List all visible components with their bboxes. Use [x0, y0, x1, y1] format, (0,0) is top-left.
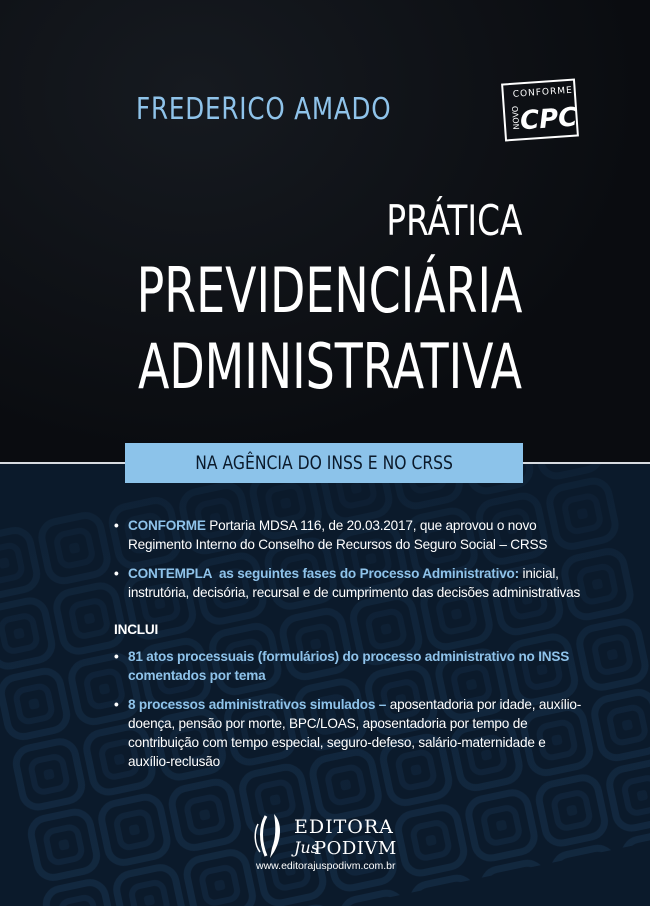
badge-main-text: CPC — [519, 102, 579, 137]
novo-cpc-badge — [500, 78, 580, 142]
bullet-bold: 8 processos administrativos simulados – — [128, 697, 387, 712]
title-line-1: PRÁTICA — [385, 196, 522, 245]
bullet-text: aposentadoria por idade, auxílio-doença, pensão por morte, BPC/LOAS, aposentadoria por tempo de contribuição com tempo especial, seguro-defeso, salário-maternidade e auxílio-reclusão — [128, 697, 582, 769]
bullet-icon: • — [114, 649, 119, 664]
title-line-2: PREVIDENCIÁRIA — [136, 254, 522, 327]
list-item — [114, 695, 584, 771]
feature-list — [114, 516, 584, 781]
publisher-podivm: PODIVM — [314, 838, 397, 859]
publisher-name: EDITORA — [294, 816, 394, 838]
bullet-icon: • — [114, 518, 119, 533]
publisher-jus: Jus — [294, 838, 319, 857]
quill-icon — [252, 812, 288, 860]
publisher-url: www.editorajuspodivm.com.br — [256, 860, 396, 872]
list-item — [114, 564, 584, 602]
inclui-heading: INCLUI — [114, 622, 159, 637]
badge-side-text: NOVO — [510, 105, 522, 130]
list-item — [114, 647, 584, 685]
bullet-bold: as seguintes fases do Processo Administrativo: — [211, 566, 519, 581]
bullet-text: inicial, instrutória, decisória, recursal e de cumprimento das decisões administrativas — [128, 566, 581, 600]
bullet-icon: • — [114, 566, 119, 581]
subtitle-banner — [125, 443, 523, 483]
bullet-lead: CONFORME — [128, 518, 206, 533]
bullet-bold: 81 atos processuais (formulários) do processo administrativo no INSS comentados por tema — [128, 649, 570, 683]
badge-top-text: CONFORME — [512, 85, 574, 100]
author-name: FREDERICO AMADO — [136, 92, 392, 127]
bullet-text: Portaria MDSA 116, de 20.03.2017, que aprovou o novo Regimento Interno do Conselho de Recursos do Seguro Social – CRSS — [128, 518, 548, 552]
bullet-lead: CONTEMPLA — [128, 566, 212, 581]
title-line-3: ADMINISTRATIVA — [137, 330, 522, 403]
bullet-icon: • — [114, 697, 119, 712]
subtitle-text: NA AGÊNCIA DO INSS E NO CRSS — [195, 452, 453, 474]
list-item — [114, 516, 584, 554]
